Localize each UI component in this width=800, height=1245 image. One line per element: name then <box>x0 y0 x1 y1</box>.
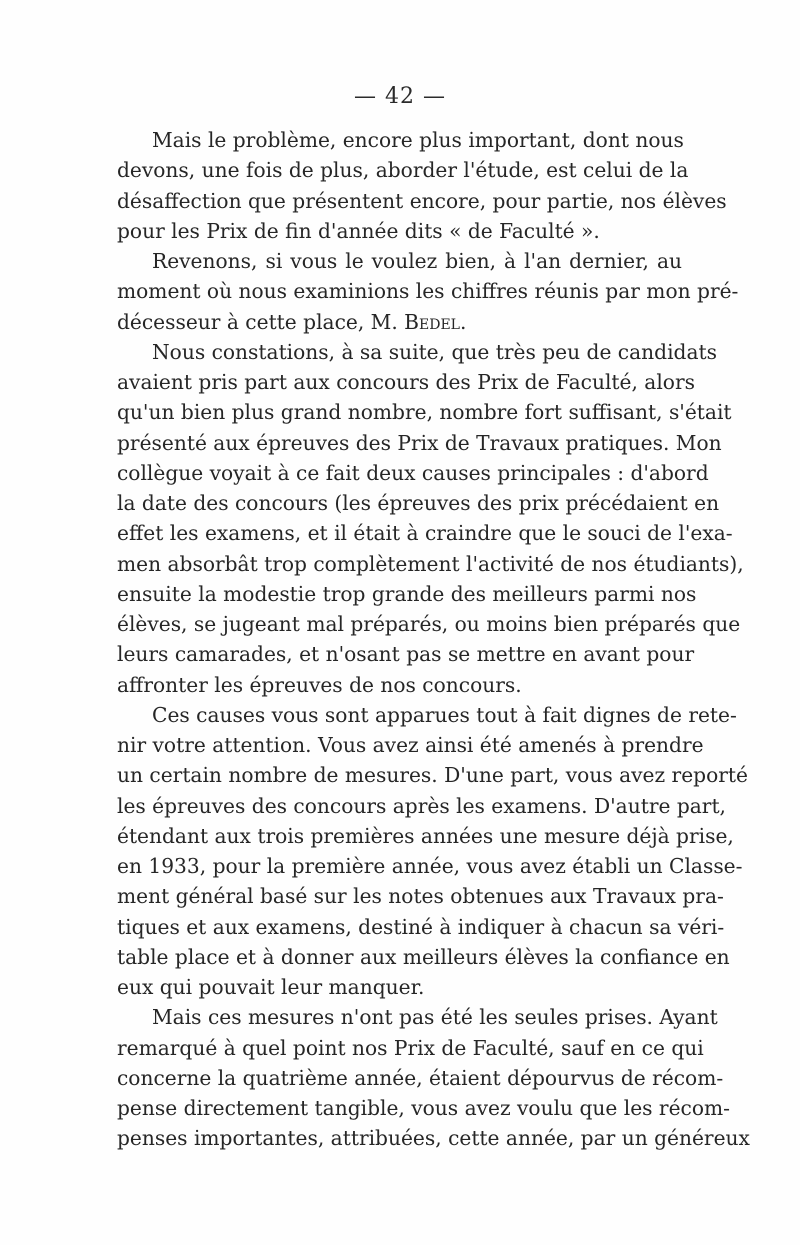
text-line: eux qui pouvait leur manquer. <box>117 975 425 999</box>
text-line: avaient pris part aux concours des Prix de Faculté, alors <box>117 370 695 394</box>
text-line: concerne la quatrième année, étaient dépourvus de récom- <box>117 1065 724 1090</box>
person-name: Bedel <box>404 309 460 334</box>
text-line: ment général basé sur les notes obtenues aux Travaux pra- <box>117 884 724 909</box>
paragraph-3 <box>117 337 744 700</box>
text-line: en 1933, pour la première année, vous avez établi un Classe- <box>117 854 743 878</box>
page-number: — 42 — <box>354 84 446 109</box>
text-line: qu'un bien plus grand nombre, nombre fort suffisant, s'était <box>117 400 732 425</box>
text-line: Mais le problème, encore plus important, dont nous <box>152 128 684 152</box>
text-fragment: . <box>459 309 467 334</box>
text-line: collègue voyait à ce fait deux causes principales : d'abord <box>117 460 709 485</box>
text-line: remarqué à quel point nos Prix de Faculté, sauf en ce qui <box>117 1035 704 1060</box>
text-line: Revenons, si vous le voulez bien, à l'an dernier, au <box>152 249 682 273</box>
text-fragment: décesseur à cette place, M. <box>117 309 405 334</box>
text-line: table place et à donner aux meilleurs élèves la confiance en <box>117 944 730 969</box>
text-line: leurs camarades, et n'osant pas se mettre en avant pour <box>117 642 695 667</box>
text-line: étendant aux trois premières années une mesure déjà prise, <box>117 823 734 848</box>
text-line: nir votre attention. Vous avez ainsi été amenés à prendre <box>117 733 704 757</box>
body-text <box>117 125 750 1154</box>
text-line: pour les Prix de fin d'année dits « de Faculté ». <box>117 218 600 243</box>
paragraph-4 <box>117 700 748 1003</box>
paragraph-5 <box>117 1002 750 1153</box>
text-line: moment où nous examinions les chiffres réunis par mon pré- <box>117 279 739 304</box>
text-line: élèves, se jugeant mal préparés, ou moins bien préparés que <box>117 612 741 636</box>
text-line: tiques et aux examens, destiné à indiquer à chacun sa véri- <box>117 914 725 939</box>
text-line: un certain nombre de mesures. D'une part, vous avez reporté <box>117 763 748 788</box>
text-line: les épreuves des concours après les examens. D'autre part, <box>117 793 726 818</box>
text-line-with-name <box>117 307 682 337</box>
text-line: Ces causes vous sont apparues tout à fait dignes de rete- <box>152 702 737 727</box>
text-line: Mais ces mesures n'ont pas été les seules prises. Ayant <box>152 1005 718 1030</box>
text-line: la date des concours (les épreuves des prix précédaient en <box>117 491 720 515</box>
text-line: men absorbât trop complètement l'activité de nos étudiants), <box>117 551 744 576</box>
text-line: devons, une fois de plus, aborder l'étude, est celui de la <box>117 158 689 183</box>
text-line: pense directement tangible, vous avez voulu que les récom- <box>117 1096 730 1120</box>
text-line: présenté aux épreuves des Prix de Travaux pratiques. Mon <box>117 430 722 455</box>
text-line: effet les examens, et il était à craindre que le souci de l'exa- <box>117 521 733 546</box>
paragraph-2 <box>117 246 739 337</box>
text-line: Nous constations, à sa suite, que très peu de candidats <box>152 339 717 364</box>
text-line: penses importantes, attribuées, cette année, par un généreux <box>117 1126 750 1151</box>
text-line: désaffection que présentent encore, pour partie, nos élèves <box>117 188 727 213</box>
text-line: ensuite la modestie trop grande des meilleurs parmi nos <box>117 581 697 606</box>
text-line: affronter les épreuves de nos concours. <box>117 672 522 697</box>
paragraph-1 <box>117 125 727 246</box>
